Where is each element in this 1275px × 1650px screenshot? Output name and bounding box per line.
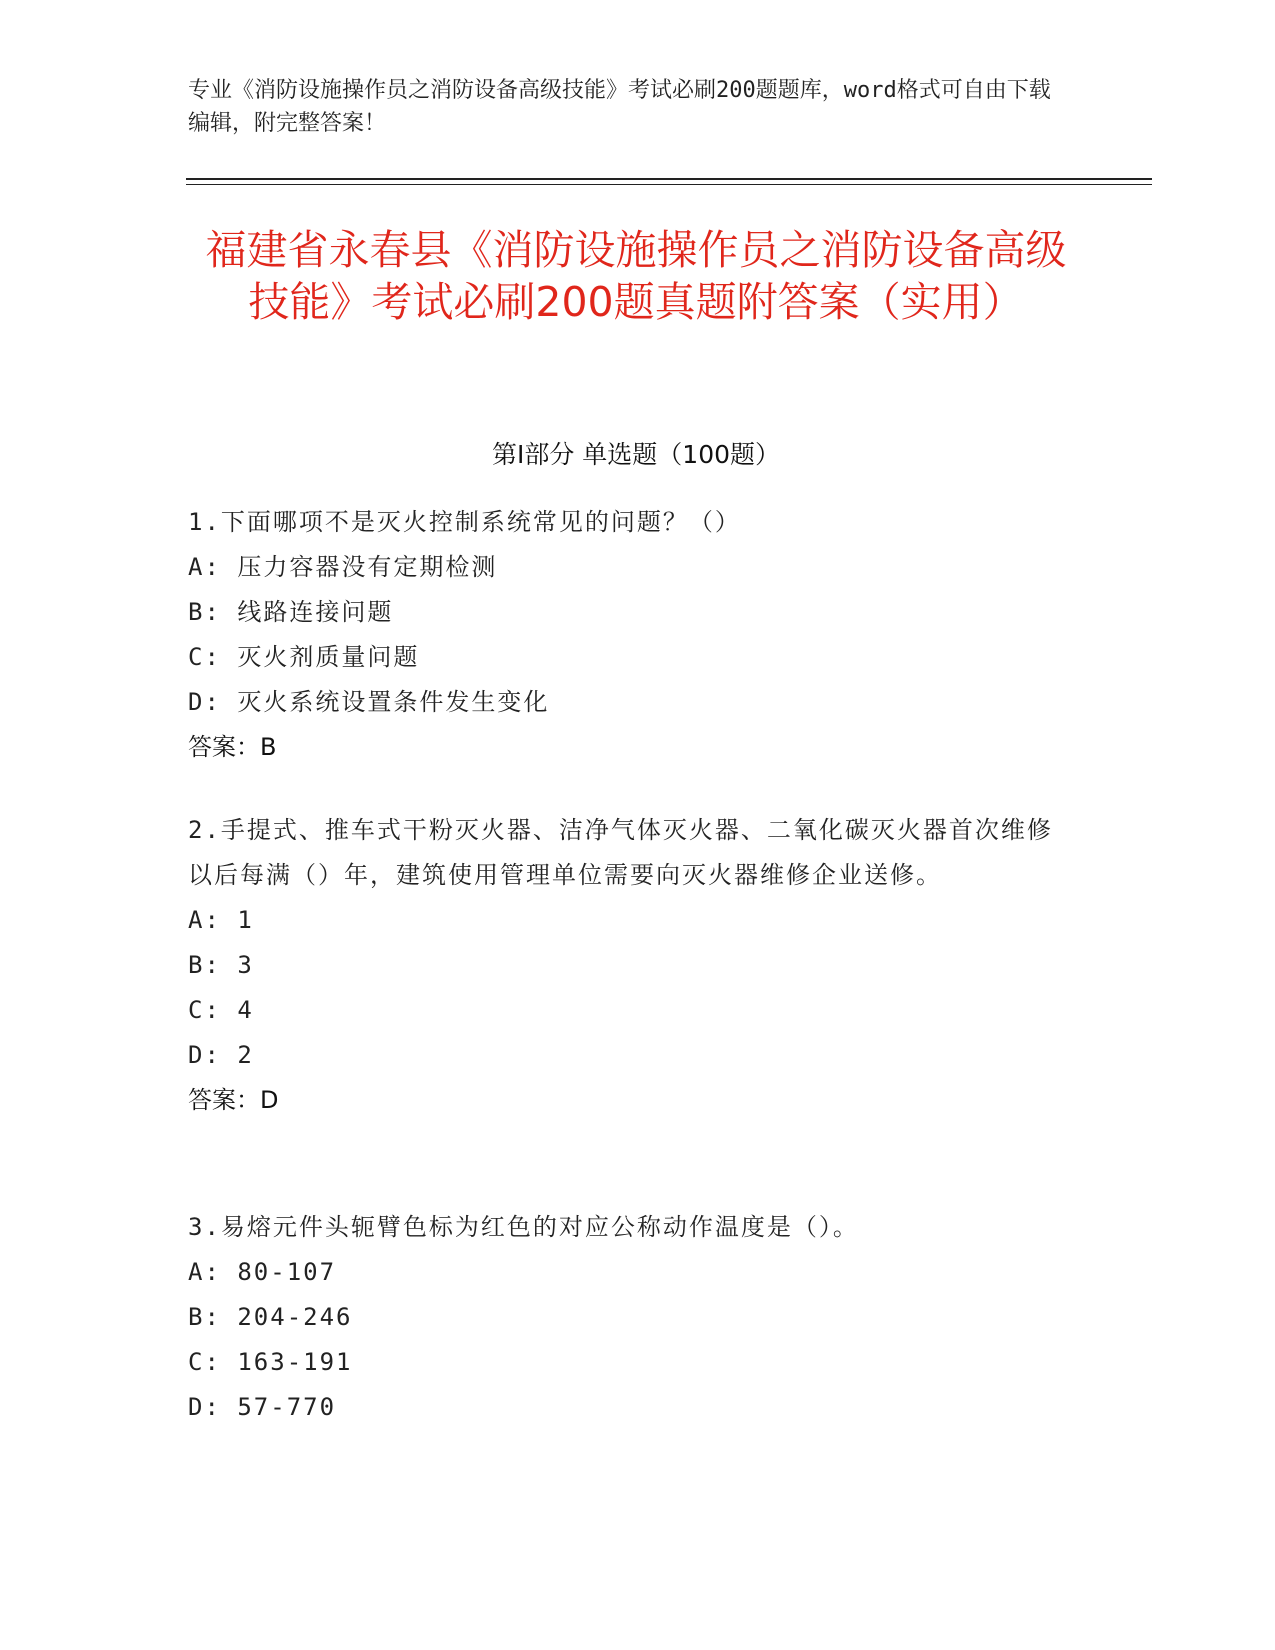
option-d: D: 57-770	[188, 1393, 337, 1421]
option-c: C: 163-191	[188, 1348, 353, 1376]
question-stem: 2.手提式、推车式干粉灭火器、洁净气体灭火器、二氧化碳灭火器首次维修以后每满（）年，建筑使用管理单位需要向灭火器维修企业送修。	[188, 816, 1053, 889]
option-b: B: 3	[188, 951, 254, 979]
option-b: B: 204-246	[188, 1303, 353, 1331]
section-heading: 第Ⅰ部分 单选题（100题）	[491, 440, 781, 469]
question-stem: 3.易熔元件头轭臂色标为红色的对应公称动作温度是（）。	[188, 1213, 859, 1241]
option-a: A: 压力容器没有定期检测	[188, 553, 498, 581]
header-divider	[186, 178, 1152, 180]
header-note: 专业《消防设施操作员之消防设备高级技能》考试必刷200题题库，word格式可自由下载编辑，附完整答案！	[188, 78, 1051, 136]
question-stem: 1.下面哪项不是灭火控制系统常见的问题？（）	[188, 508, 741, 536]
question-2	[188, 808, 1068, 1123]
document-title: 福建省永春县《消防设施操作员之消防设备高级技能》考试必刷200题真题附答案（实用）	[205, 226, 1067, 326]
option-a: A: 1	[188, 906, 254, 934]
header-divider-thin	[186, 184, 1152, 185]
answer: 答案：B	[188, 733, 277, 761]
question-1	[188, 500, 1068, 770]
option-c: C: 灭火剂质量问题	[188, 643, 420, 671]
answer: 答案：D	[188, 1086, 279, 1114]
option-a: A: 80-107	[188, 1258, 337, 1286]
option-d: D: 2	[188, 1041, 254, 1069]
option-c: C: 4	[188, 996, 254, 1024]
option-b: B: 线路连接问题	[188, 598, 394, 626]
question-3	[188, 1205, 1068, 1430]
option-d: D: 灭火系统设置条件发生变化	[188, 688, 550, 716]
